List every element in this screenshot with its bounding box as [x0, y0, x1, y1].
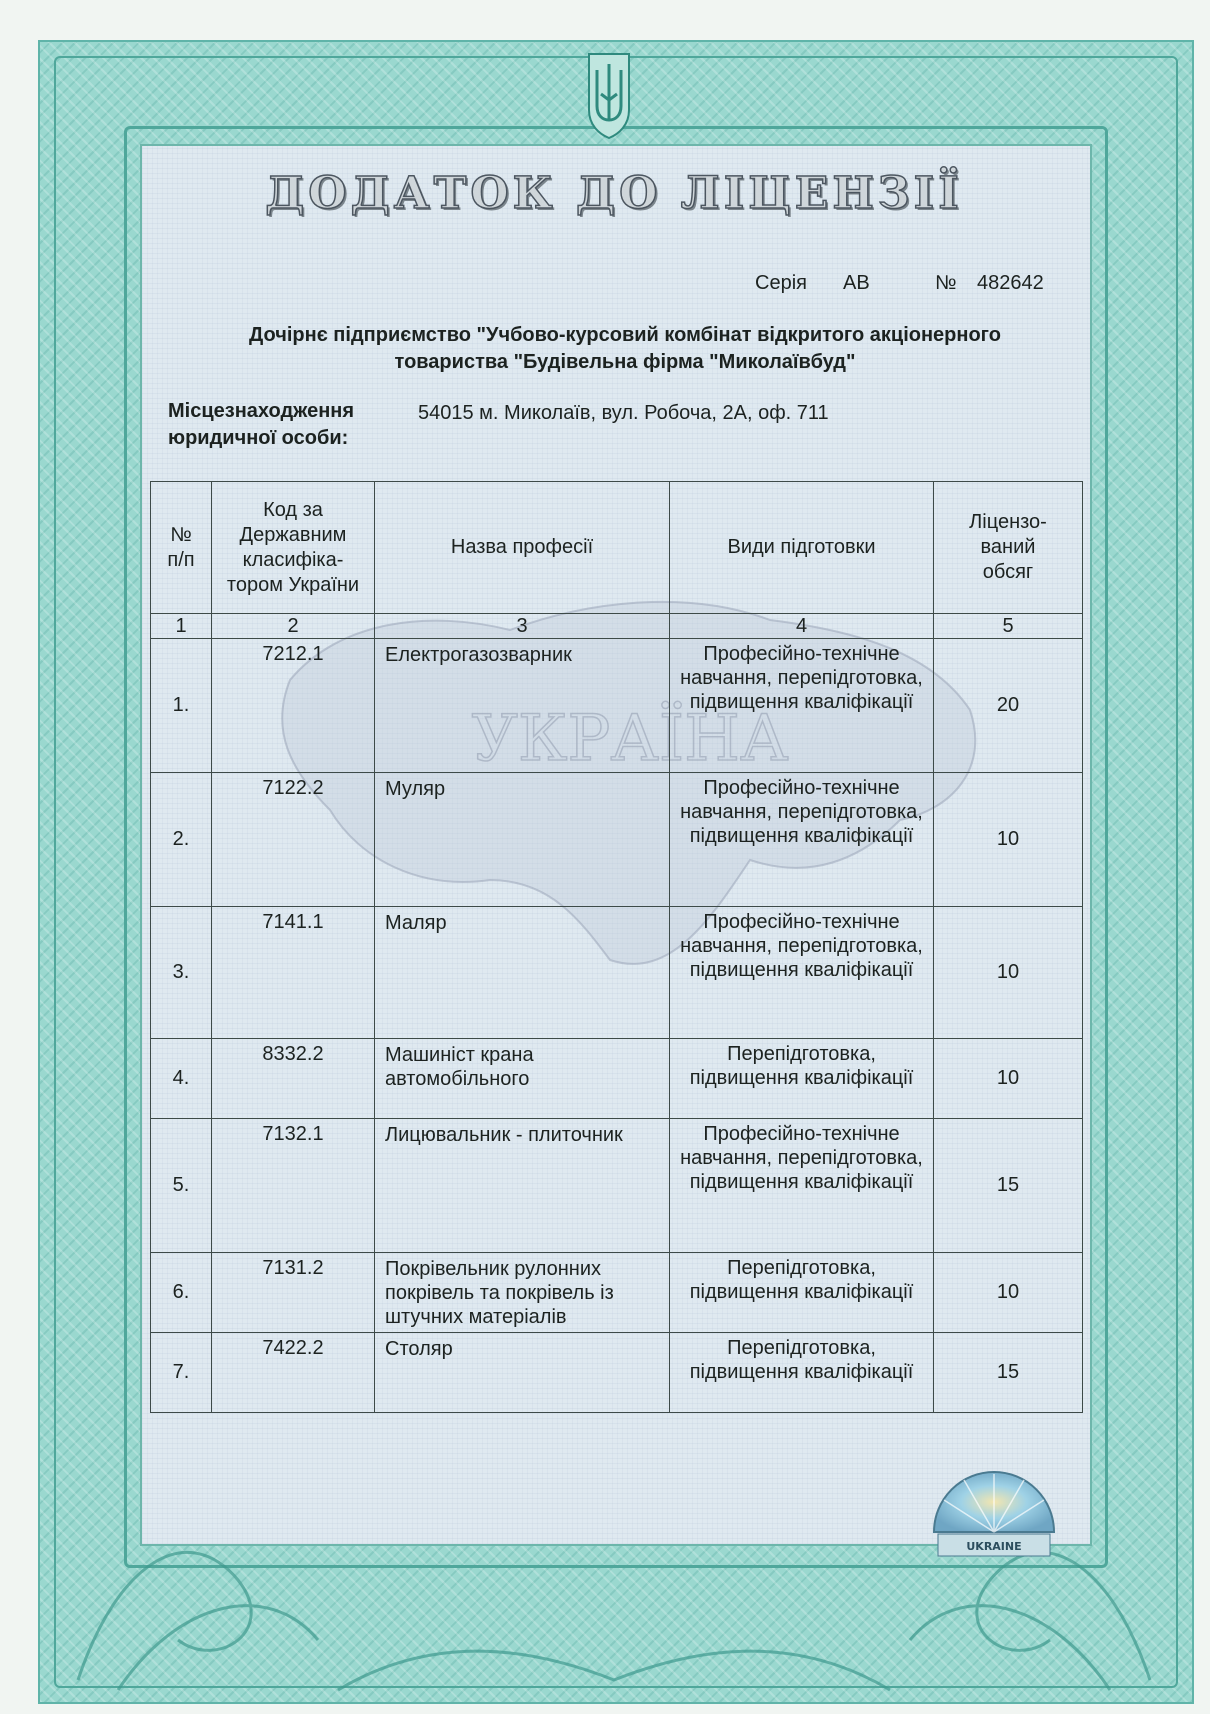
document-title: ДОДАТОК ДО ЛІЦЕНЗІЇ: [265, 168, 963, 219]
row-volume: 10: [934, 1039, 1083, 1119]
row-training: Перепідготовка, підвищення кваліфікації: [670, 1039, 934, 1119]
row-volume: 15: [934, 1333, 1083, 1413]
header-code: Код за Державним класифіка-тором України: [212, 482, 375, 614]
row-profession: Лицювальник - плиточник: [375, 1119, 670, 1253]
table-row: [151, 1253, 1083, 1333]
series-value: АВ: [843, 272, 870, 294]
series-label: Серія: [755, 272, 807, 294]
table-row: [151, 639, 1083, 773]
row-training: Професійно-технічне навчання, перепідготовка, підвищення кваліфікації: [670, 1119, 934, 1253]
row-volume: 10: [934, 1253, 1083, 1333]
column-number-row: [151, 614, 1083, 639]
hologram-text: UKRAINE: [966, 1540, 1022, 1553]
column-number: 5: [934, 614, 1083, 639]
row-code: 7422.2: [212, 1333, 375, 1413]
row-profession: Електрогазозварник: [375, 639, 670, 773]
trident-icon: [583, 50, 635, 140]
row-code: 7122.2: [212, 773, 375, 907]
row-volume: 10: [934, 773, 1083, 907]
address-label-line-1: Місцезнаходження: [168, 400, 355, 422]
address-value: 54015 м. Миколаїв, вул. Робоча, 2А, оф. 711: [418, 402, 829, 424]
row-profession: Маляр: [375, 907, 670, 1039]
row-number: 2.: [151, 773, 212, 907]
column-number: 3: [375, 614, 670, 639]
column-number: 2: [212, 614, 375, 639]
table-row: [151, 773, 1083, 907]
table-row: [151, 907, 1083, 1039]
table-row: [151, 1333, 1083, 1413]
row-number: 4.: [151, 1039, 212, 1119]
row-training: Професійно-технічне навчання, перепідготовка, підвищення кваліфікації: [670, 773, 934, 907]
row-training: Професійно-технічне навчання, перепідготовка, підвищення кваліфікації: [670, 907, 934, 1039]
column-number: 4: [670, 614, 934, 639]
header-volume: Ліцензо-ваний обсяг: [934, 482, 1083, 614]
row-number: 6.: [151, 1253, 212, 1333]
organization-line-2: товариства "Будівельна фірма "Миколаївбуд": [394, 351, 856, 373]
row-number: 5.: [151, 1119, 212, 1253]
address-label-line-2: юридичної особи:: [168, 427, 349, 449]
row-code: 7212.1: [212, 639, 375, 773]
row-profession: Муляр: [375, 773, 670, 907]
table-row: [151, 1119, 1083, 1253]
organization-name: [160, 322, 1090, 376]
number-label: №: [935, 272, 957, 294]
row-profession: Покрівельник рулонних покрівель та покрівель із штучних матеріалів: [375, 1253, 670, 1333]
table-row: [151, 1039, 1083, 1119]
column-number: 1: [151, 614, 212, 639]
row-training: Перепідготовка, підвищення кваліфікації: [670, 1333, 934, 1413]
row-code: 7141.1: [212, 907, 375, 1039]
row-training: Перепідготовка, підвищення кваліфікації: [670, 1253, 934, 1333]
header-training: Види підготовки: [670, 482, 934, 614]
row-code: 7132.1: [212, 1119, 375, 1253]
row-volume: 15: [934, 1119, 1083, 1253]
table-header-row: [151, 482, 1083, 614]
row-training: Професійно-технічне навчання, перепідготовка, підвищення кваліфікації: [670, 639, 934, 773]
row-code: 7131.2: [212, 1253, 375, 1333]
row-profession: Машиніст крана автомобільного: [375, 1039, 670, 1119]
row-code: 8332.2: [212, 1039, 375, 1119]
row-number: 7.: [151, 1333, 212, 1413]
row-number: 1.: [151, 639, 212, 773]
row-profession: Столяр: [375, 1333, 670, 1413]
address-label: [168, 398, 354, 452]
row-volume: 20: [934, 639, 1083, 773]
organization-line-1: Дочірнє підприємство "Учбово-курсовий комбінат відкритого акціонерного: [249, 324, 1001, 346]
license-table: [150, 481, 1083, 1413]
hologram-seal-icon: [924, 1440, 1064, 1570]
header-no: № п/п: [151, 482, 212, 614]
header-profession: Назва професії: [375, 482, 670, 614]
number-value: 482642: [977, 272, 1044, 294]
row-number: 3.: [151, 907, 212, 1039]
watermark-text: УКРАЇНА: [471, 702, 789, 776]
row-volume: 10: [934, 907, 1083, 1039]
